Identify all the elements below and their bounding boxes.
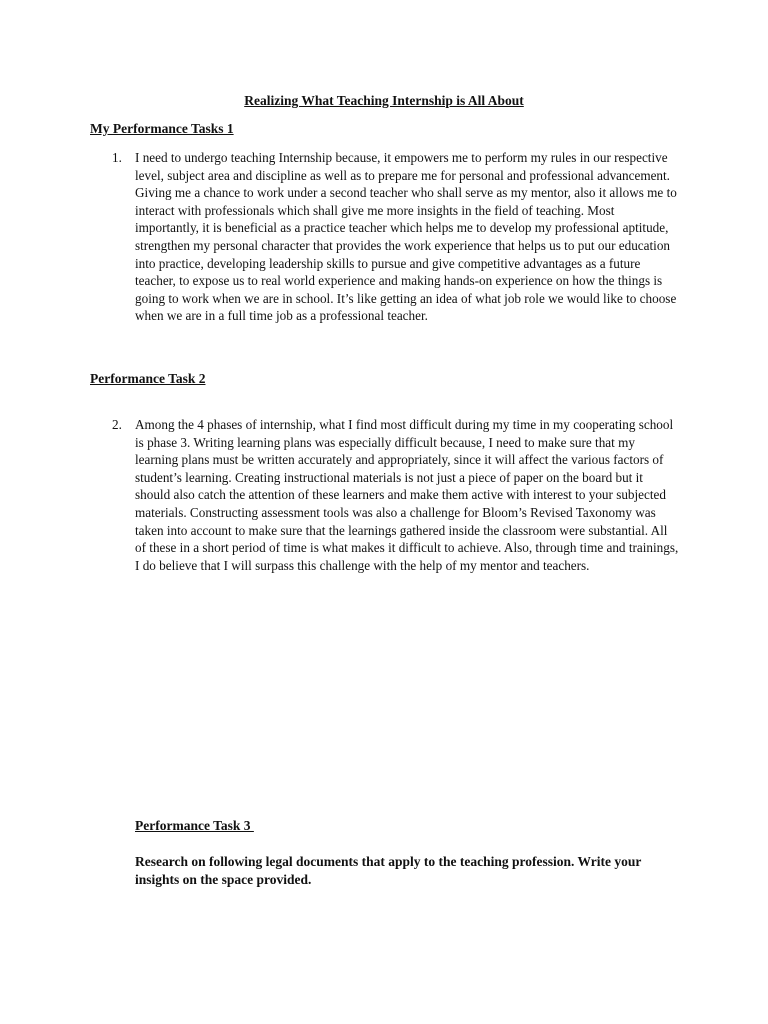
performance-task-3-instruction: Research on following legal documents that apply to the teaching profession. Write your insights on the space provided.	[135, 854, 642, 887]
performance-task-2-heading: Performance Task 2	[90, 371, 206, 386]
list-item-number: 1.	[112, 150, 122, 165]
performance-task-1-heading: My Performance Tasks 1	[90, 121, 234, 136]
list-item-text: Among the 4 phases of internship, what I find most difficult during my time in my cooperating school is phase 3. Writing learning plans was especially difficult because, I need to make sure that my learning plans must be written accurately and appropriately, since it will affect the various factors of student’s learning. Creating instructional materials is not just a piece of paper on the board but it should also catch the attention of these learners and make them active with interest to your subjected materials. Constructing assessment tools was also a challenge for Bloom’s Revised Taxonomy was taken into account to make sure that the learnings gathered inside the classroom were substantial. All of these in a short period of time is what makes it difficult to achieve. Also, through time and trainings, I do believe that I will surpass this challenge with the help of my mentor and teachers.	[135, 417, 679, 573]
list-item-number: 2.	[112, 417, 122, 432]
performance-task-3-heading: Performance Task 3	[135, 818, 254, 833]
list-item-text: I need to undergo teaching Internship because, it empowers me to perform my rules in our respective level, subject area and discipline as well as to prepare me for personal and professional advancement. Giving me a chance to work under a second teacher who shall serve as my mentor, also it allows me to interact with professionals which shall give me more insights in the field of teaching. Most importantly, it is beneficial as a practice teacher which helps me to develop my professional aptitude, strengthen my personal character that provides the work experience that helps us to put our education into practice, developing leadership skills to pursue and give competitive advantages as a future teacher, to expose us to real world experience and making hands-on experience on how the things is going to work when we are in school. It’s like getting an idea of what job role we would like to choose when we are in a full time job as a professional teacher.	[135, 150, 677, 324]
document-title: Realizing What Teaching Internship is All About	[244, 93, 524, 108]
